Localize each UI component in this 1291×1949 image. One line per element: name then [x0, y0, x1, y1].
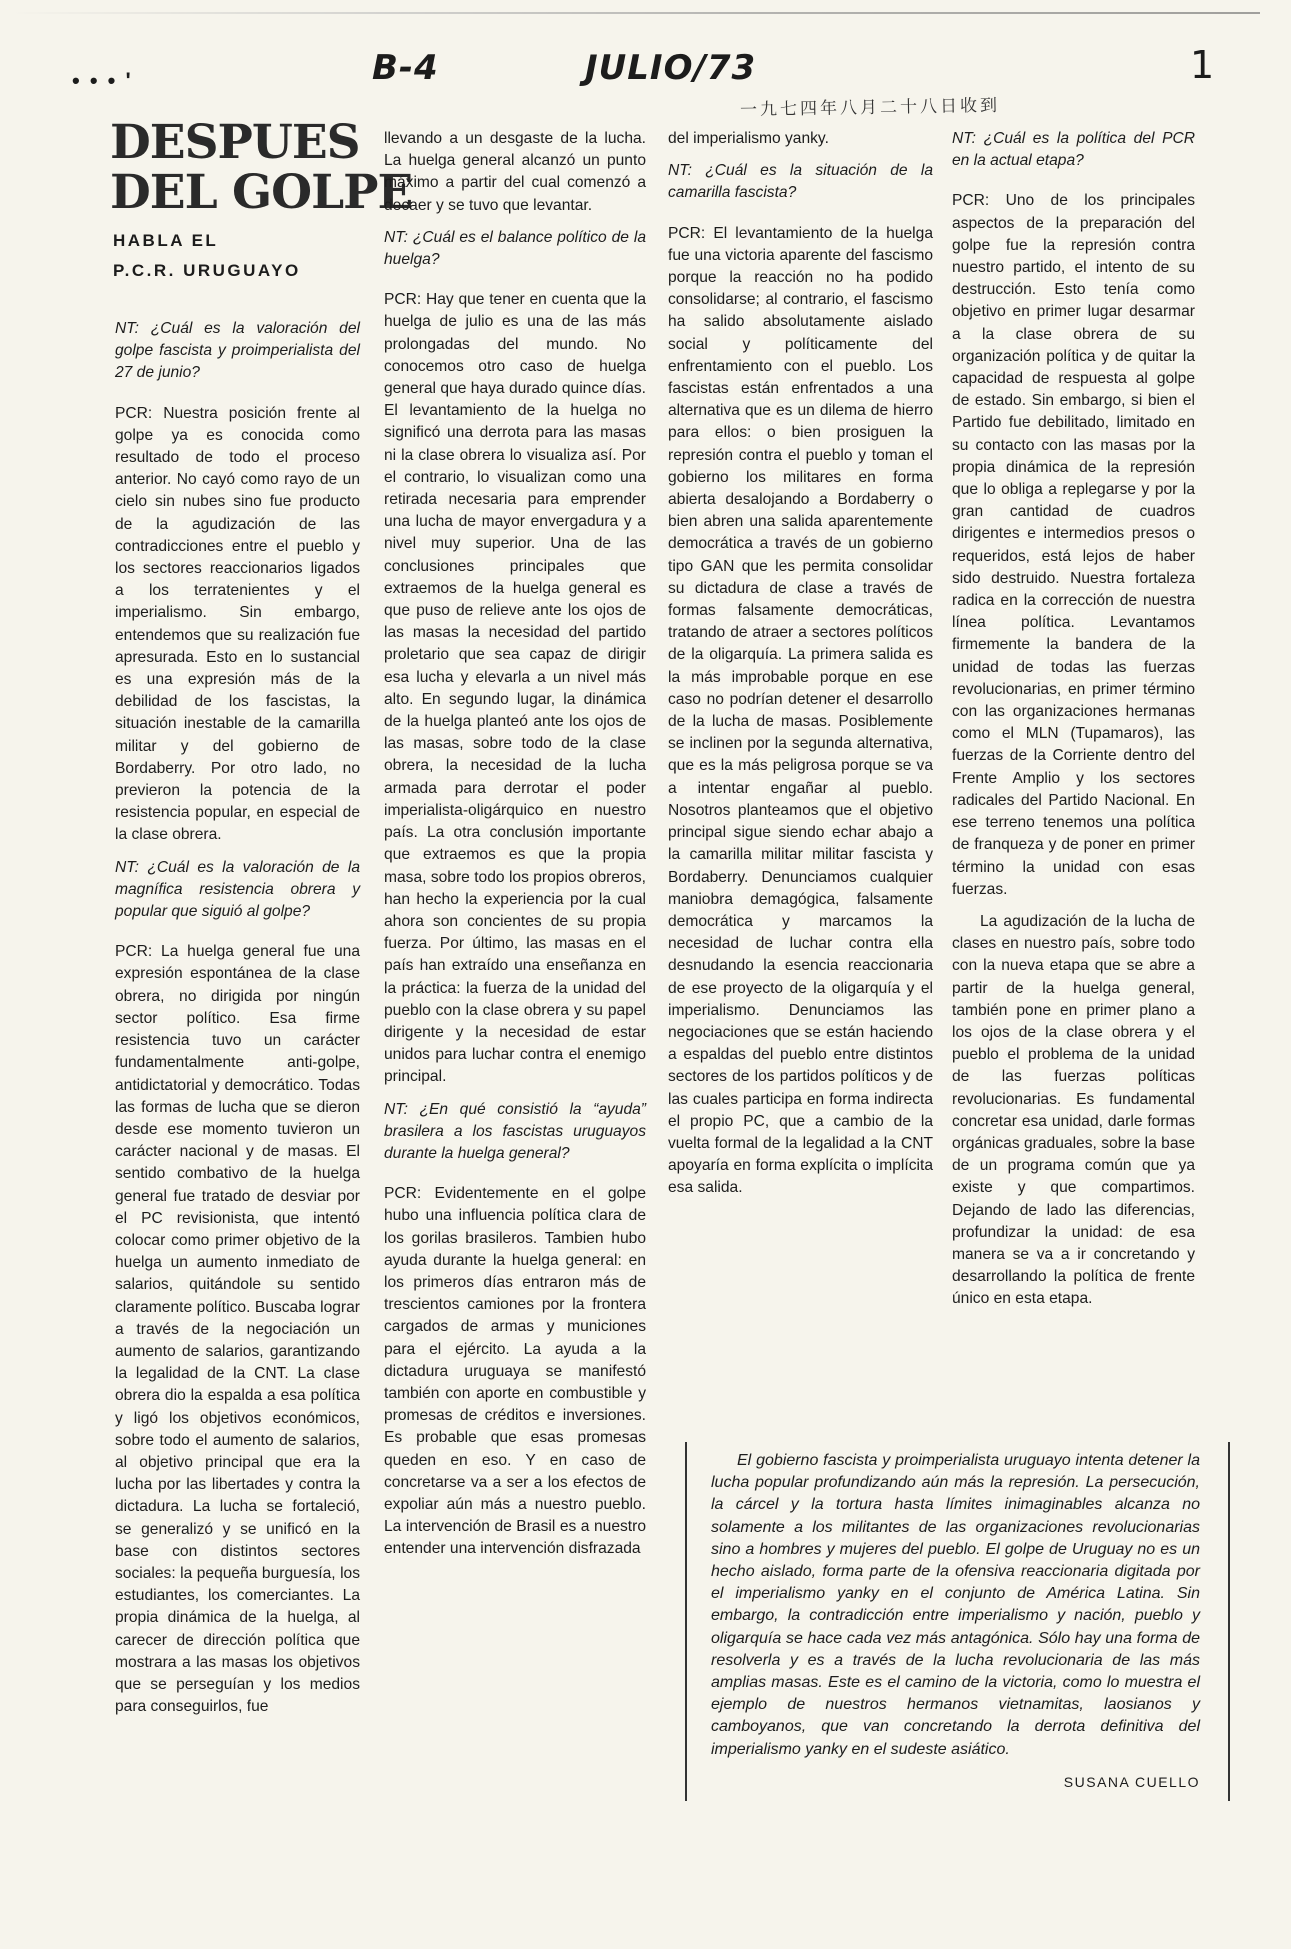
- interview-answer: PCR: El levantamiento de la huelga fue una victoria aparente del fascismo porque la reacción no ha podido consolidarse; al contrario, el fascismo ha salido absolutamente aislado social y políticamente del enfrentamiento con el pueblo. Los fascistas están enfrentados a una alternativa que es un dilema de hierro para ellos: o bien prosiguen la represión contra el pueblo y toman el gobierno los militares en forma abierta desalojando a Bordaberry o bien abren una salida aparentemente democrática a través de un gobierno tipo GAN que les permita consolidar su dictadura de clase a través de formas falsamente democráticas, tratando de atraer a sectores políticos de la oligarquía. La primera salida es la más improbable porque en ese caso no podrían detener el desarrollo de la lucha de masas. Posiblemente se inclinen por la segunda alternativa, que es la más peligrosa porque se va a intentar engañar al pueblo. Nosotros planteamos que el objetivo principal sigue siendo echar abajo a la camarilla militar militar fascista y Bordaberry. Denunciamos cualquier maniobra demagógica, falsamente democrática y marcamos la necesidad de luchar contra ella desnudando la esencia reaccionaria de ese proyecto de la oligarquía y el imperialismo. Denunciamos las negociaciones que se están haciendo a espaldas del pueblo entre distintos sectores de los partidos políticos y de las cuales participa en forma indirecta el propio PC, que a cambio de la vuelta formal de la legalidad a la CNT apoyaría en forma explícita o implícita esa salida.: [668, 224, 933, 1197]
- issue-date: JULIO/73: [585, 48, 757, 88]
- page-edge-line: [10, 12, 1260, 14]
- interview-answer: PCR: La huelga general fue una expresión espontánea de la clase obrera, no dirigida por ningún sector político. Esa firme resistencia tuvo un carácter fundamentalmente anti-golpe, antidictatorial y democrático. Todas las formas de lucha que se dieron desde ese momento tuvieron un carácter nacional y de masas. El sentido combativo de la huelga general fue tratado de desviar por el PC revisionista, que intentó colocar como primer objetivo de la huelga un aumento inmediato de salarios, quitándole su sentido claramente político. Buscaba lograr a través de la negociación un aumento de salarios, garantizando la legalidad de la CNT. La clase obrera dio la espalda a esa política y ligó los objetivos económicos, sobre todo el aumento de salarios, al objetivo principal que era la lucha por las libertades y contra la dictadura. La lucha se fortaleció, se generalizó y se unificó en la base con distintos sectores sociales: la pequeña burguesía, los estudiantes, los comerciantes. La propia dinámica de la huelga, al carecer de dirección política que mostrara a las masas los objetivos que se perseguían y los medios para conseguirlos, fue: [115, 943, 360, 1716]
- subheadline-line-1: HABLA EL: [113, 231, 219, 250]
- subheadline: [113, 226, 301, 286]
- interview-question: NT: ¿Cuál es el balance político de la huelga?: [384, 228, 646, 269]
- interview-answer: del imperialismo yanky.: [668, 130, 829, 147]
- interview-answer: PCR: Nuestra posición frente al golpe ya es conocida como resultado de todo el proceso anterior. No cayó como rayo de un cielo sin nubes sino fue producto de la agudización de las contradicciones entre el pueblo y los sectores reaccionarios ligados a los terratenientes y el imperialismo. Sin embargo, entendemos que su realización fue apresurada. Esto en lo sustancial es una expresión más de la debilidad de los fascistas, la situación inestable de la camarilla militar y del gobierno de Bordaberry. Por otro lado, no previeron la potencia de la resistencia popular, en especial de la clase obrera.: [115, 404, 360, 844]
- interview-question: NT: ¿Cuál es la valoración de la magnífica resistencia obrera y popular que siguió al golpe?: [115, 858, 360, 921]
- interview-answer: La agudización de la lucha de clases en nuestro país, sobre todo con la nueva etapa que se abre a partir de la huelga general, también pone en primer plano a los ojos de la clase obrera y el pueblo el problema de la unidad de las fuerzas políticas revolucionarias. Es fundamental concretar esa unidad, darle formas orgánicas graduales, sobre la base de un programa común que ya existe y que compartimos. Dejando de lado las diferencias, profundizar la unidad: de esa manera se va a ir concretando y desarrollando la política de frente único en esta etapa.: [952, 912, 1195, 1308]
- subheadline-line-2: P.C.R. URUGUAYO: [113, 261, 301, 280]
- headline-line-2: DEL GOLPE: [110, 165, 413, 220]
- interview-question: NT: ¿En qué consistió la “ayuda” brasilera a los fascistas uruguayos durante la huelga general?: [384, 1100, 646, 1162]
- interview-question: NT: ¿Cuál es la valoración del golpe fascista y proimperialista del 27 de junio?: [115, 320, 360, 382]
- interview-answer: PCR: Uno de los principales aspectos de la preparación del golpe fue la represión contra nuestro partido, el intento de su destrucción. Esto tenía como objetivo en primer lugar desarmar a la clase obrera de su organización política y de quitar la capacidad de respuesta al golpe de estado. Sin embargo, si bien el Partido fue debilitado, limitado en su contacto con las masas por la propia dinámica de la represión que lo obliga a replegarse y por la gran cantidad de cuadros dirigentes e intermedios presos o requeridos, está lejos de haber sido destruido. Nuestra fortaleza radica en la corrección de nuestra línea política. Levantamos firmemente la bandera de la unidad de todas las fuerzas revolucionarias, en primer término con las organizaciones hermanas como el MLN (Tupamaros), las fuerzas de la Corriente dentro del Frente Amplio y los sectores radicales del Partido Nacional. En ese terreno tenemos una política de franqueza y de poner en primer término la unidad con esas fuerzas.: [952, 192, 1195, 898]
- page-number: B-4: [372, 48, 439, 88]
- handwritten-mark: 1: [1190, 43, 1216, 87]
- boxed-note-text: El gobierno fascista y proimperialista uruguayo intenta detener la lucha popular profundizando aún más la represión. La persecución, la cárcel y la tortura hasta límites inimaginables alcanza no solamente a los militantes de las organizaciones revolucionarias sino a hombres y mujeres del pueblo. El golpe de Uruguay no es un hecho aislado, forma parte de la ofensiva reaccionaria digitada por el imperialismo yanky en el conjunto de América Latina. Sin embargo, la contradicción entre imperialismo y nación, pueblo y oligarquía se hace cada vez más antagónica. Sólo hay una forma de resolverla y es a través de la lucha revolucionaria de las más amplias masas. Este es el camino de la victoria, como lo muestra el ejemplo de nuestros hermanos vietnamitas, laosianos y camboyanos, que van concretando la derrota definitiva del imperialismo yanky en el sudeste asiático.: [711, 1452, 1200, 1758]
- headline-line-1: DESPUES: [110, 115, 360, 170]
- headline: [110, 115, 413, 220]
- article-column-4: [952, 128, 1195, 1321]
- author-signature: SUSANA CUELLO: [1063, 1773, 1200, 1790]
- interview-question: NT: ¿Cuál es la política del PCR en la actual etapa?: [952, 130, 1195, 170]
- article-column-1: [115, 318, 360, 1728]
- handwritten-note: 一九七四年八月二十八日收到: [739, 95, 1001, 121]
- article-column-2: [384, 128, 646, 1571]
- interview-question: NT: ¿Cuál es la situación de la camarilla fascista?: [668, 162, 933, 202]
- interview-answer: PCR: Hay que tener en cuenta que la huelga de julio es una de las más prolongadas del mundo. No conocemos otro caso de huelga general que haya durado quince días. El levantamiento de la huelga no significó una derrota para las masas ni la clase obrera lo visualiza así. Por el contrario, lo visualizan como una retirada necesaria para emprender una lucha de mayor envergadura y a nivel muy superior. Una de las conclusiones principales que extraemos de la huelga general es que puso de relieve ante los ojos de las masas la necesidad del partido proletario que sea capaz de dirigir esa lucha y elevarla a un nivel más alto. En segundo lugar, la dinámica de la huelga planteó ante los ojos de las masas, sobre todo de la clase obrera, la necesidad de la lucha armada para derrotar el poder imperialista-oligárquico en nuestro país. La otra conclusión importante que extraemos es que la propia masa, sobre todo los propios obreros, han hecho la experiencia por la cual ahora son concientes de su propia fuerza. Por último, las masas en el país han extraído una enseñanza en la práctica: la fuerza de la unidad del pueblo con la clase obrera y su papel dirigente y la necesidad de estar unidos para luchar contra el enemigo principal.: [384, 291, 646, 1086]
- article-column-3: [668, 128, 933, 1210]
- boxed-note: [685, 1442, 1230, 1801]
- interview-answer: llevando a un desgaste de la lucha. La huelga general alcanzó un punto máximo a partir del cual comenzó a decaer y se tuvo que levantar.: [384, 130, 646, 214]
- header-dots: • • • ': [72, 68, 133, 93]
- interview-answer: PCR: Evidentemente en el golpe hubo una influencia política clara de los gorilas brasileros. Tambien hubo ayuda durante la huelga general: en los primeros días entraron más de trescientos camiones por la frontera cargados de armas y municiones para el ejército. La ayuda a la dictadura uruguaya se manifestó también con aporte en combustible y promesas de créditos e inversiones. Es probable que esas promesas queden en eso. Y en caso de concretarse va a ser a los efectos de expoliar aún más a nuestro pueblo. La intervención de Brasil es a nuestro entender una intervención disfrazada: [384, 1185, 646, 1558]
